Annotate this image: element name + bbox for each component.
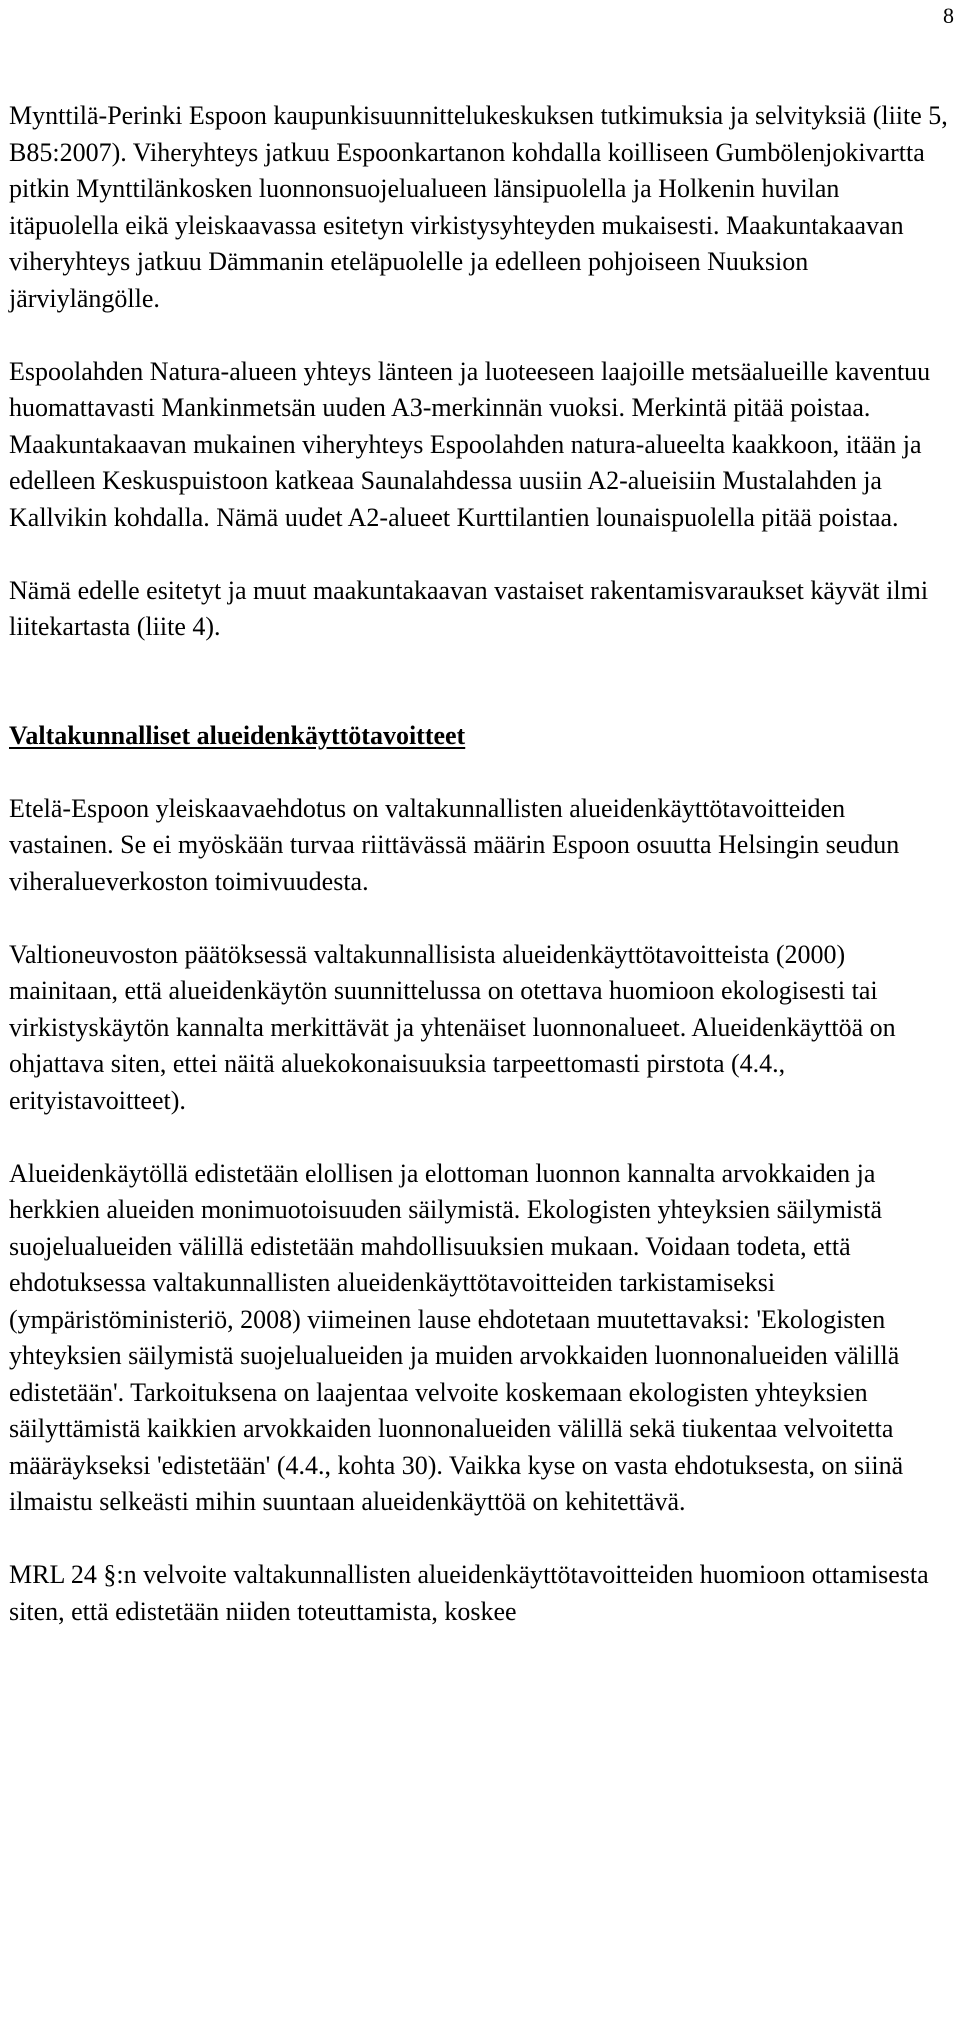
document-body	[9, 98, 955, 1630]
paragraph-alueidenkaytto: Alueidenkäytöllä edistetään elollisen ja elottoman luonnon kannalta arvokkaiden ja herkkien alueiden monimuotoisuuden säilymistä. Ekologisten yhteyksien säilymistä suojelualueiden välillä edistetään mahdollisuuksien mukaan. Voidaan todeta, että ehdotuksessa valtakunnallisten alueidenkäyttötavoitteiden tarkistamiseksi (ympäristöministeriö, 2008) viimeinen lause ehdotetaan muutettavaksi: 'Ekologisten yhteyksien säilymistä suojelualueiden ja muiden arvokkaiden luonnonalueiden välillä edistetään'. Tarkoituksena on laajentaa velvoite koskemaan ekologisten yhteyksien säilyttämistä kaikkien arvokkaiden luonnonalueiden välillä sekä tiukentaa velvoitetta määräykseksi 'edistetään' (4.4., kohta 30). Vaikka kyse on vasta ehdotuksesta, on siinä ilmaistu selkeästi mihin suuntaan alueidenkäyttöä on kehitettävä.	[9, 1158, 904, 1516]
page-number: 8	[943, 3, 954, 28]
paragraph-yleiskaavaehdotus: Etelä-Espoon yleiskaavaehdotus on valtakunnallisten alueidenkäyttötavoitteiden vastainen. Se ei myöskään turvaa riittävässä määrin Espoon osuutta Helsingin seudun viheralueverkoston toimivuudesta.	[9, 793, 900, 896]
section-heading: Valtakunnalliset alueidenkäyttötavoitteet	[9, 720, 466, 750]
paragraph-espoolahden-natura: Espoolahden Natura-alueen yhteys länteen ja luoteeseen laajoille metsäalueille kaventuu huomattavasti Mankinmetsän uuden A3-merkinnän vuoksi. Merkintä pitää poistaa. Maakuntakaavan mukainen viheryhteys Espoolahden natura-alueelta kaakkoon, itään ja edelleen Keskuspuistoon katkeaa Saunalahdessa uusiin A2-alueisiin Mustalahden ja Kallvikin kohdalla. Nämä uudet A2-alueet Kurttilantien lounaispuolella pitää poistaa.	[9, 356, 931, 532]
paragraph-valtioneuvoston-paatos: Valtioneuvoston päätöksessä valtakunnallisista alueidenkäyttötavoitteista (2000) mainitaan, että alueidenkäytön suunnittelussa on otettava huomioon ekologisesti tai virkistyskäytön kannalta merkittävät ja yhtenäiset luonnonalueet. Alueidenkäyttöä on ohjattava siten, ettei näitä aluekokonaisuuksia tarpeettomasti pirstota (4.4., erityistavoitteet).	[9, 939, 896, 1115]
paragraph-mrl-24: MRL 24 §:n velvoite valtakunnallisten alueidenkäyttötavoitteiden huomioon ottamisesta siten, että edistetään niiden toteuttamista, koskee	[9, 1560, 929, 1626]
paragraph-viheryhteys: Mynttilä-Perinki Espoon kaupunkisuunnittelukeskuksen tutkimuksia ja selvityksiä (liite 5, B85:2007). Viheryhteys jatkuu Espoonkartanon kohdalla koilliseen Gumbölenjokivartta pitkin Mynttilänkosken luonnonsuojelualueen länsipuolella ja Holkenin huvilan itäpuolella eikä yleiskaavassa esitetyn virkistysyhteyden mukaisesti. Maakuntakaavan viheryhteys jatkuu Dämmanin eteläpuolelle ja edelleen pohjoiseen Nuuksion järviylängölle.	[9, 101, 948, 313]
paragraph-rakentamisvaraukset: Nämä edelle esitetyt ja muut maakuntakaavan vastaiset rakentamisvaraukset käyvät ilmi liitekartasta (liite 4).	[9, 575, 929, 641]
